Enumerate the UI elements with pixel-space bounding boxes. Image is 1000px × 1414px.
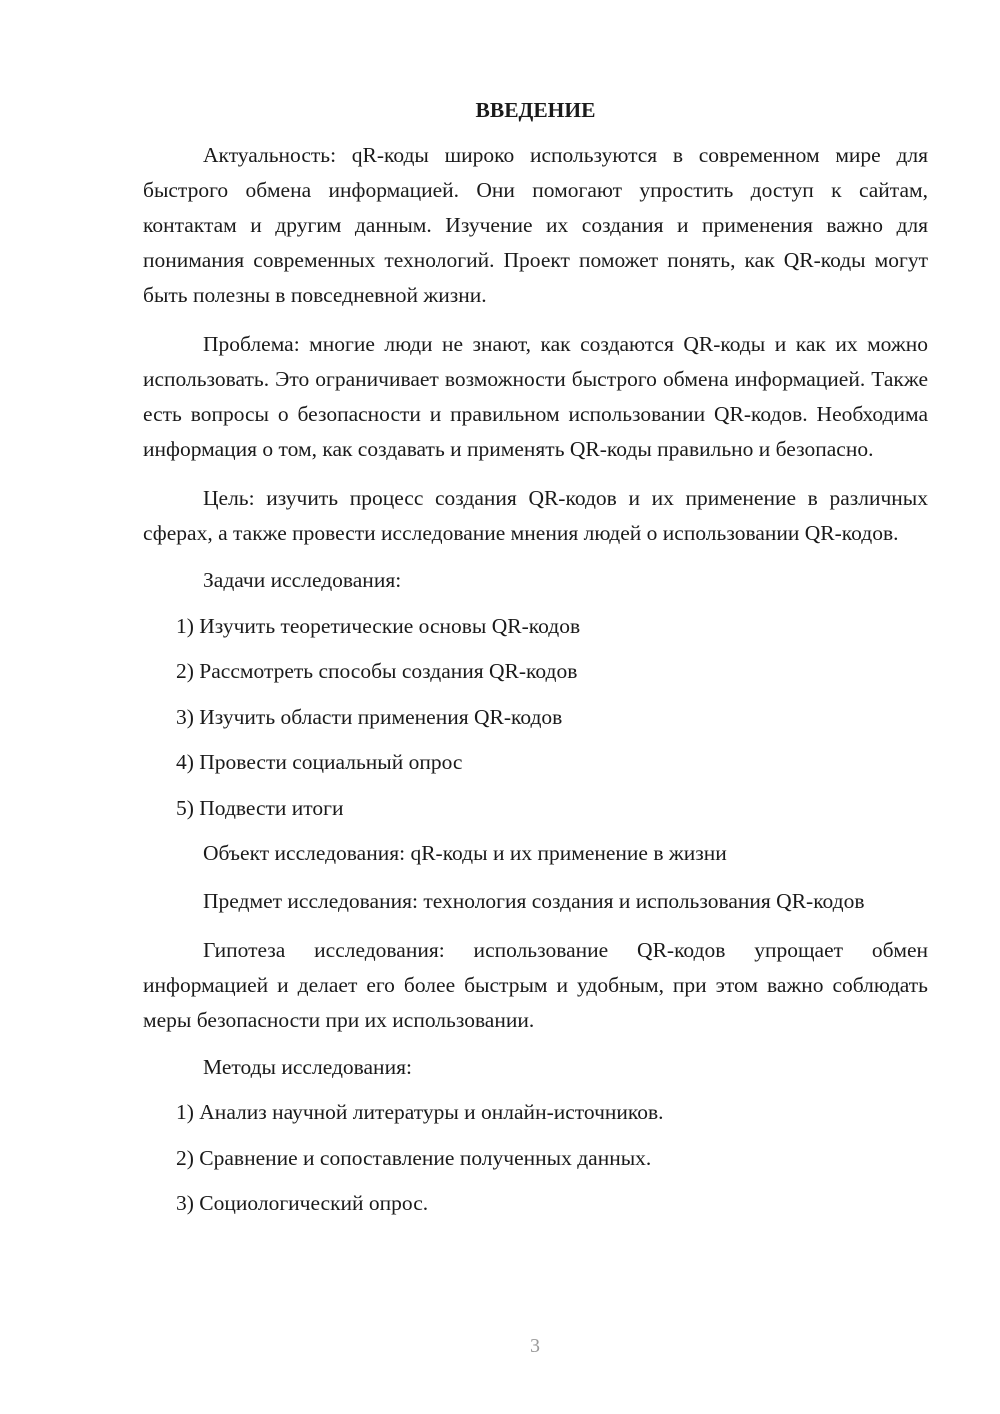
goal-paragraph: Цель: изучить процесс создания QR-кодов и их применение в различных сферах, а также провести исследование мнения людей о использовании QR-кодов. <box>143 486 928 545</box>
task-item: 4) Провести социальный опрос <box>176 750 463 774</box>
hypothesis-paragraph: Гипотеза исследования: использование QR-кодов упрощает обмен информацией и делает его более быстрым и удобным, при этом важно соблюдать меры безопасности при их использовании. <box>143 937 928 1032</box>
task-item: 2) Рассмотреть способы создания QR-кодов <box>176 659 578 683</box>
problem-paragraph: Проблема: многие люди не знают, как создаются QR-коды и как их можно использовать. Это ограничивает возможности быстрого обмена информацией. Также есть вопросы о безопасности и правильном использовании QR-кодов. Необходима информация о том, как создавать и применять QR-коды правильно и безопасно. <box>143 332 928 461</box>
method-item: 2) Сравнение и сопоставление полученных данных. <box>176 1145 652 1170</box>
object-line: Объект исследования: qR-коды и их применение в жизни <box>203 841 727 865</box>
method-item: 3) Социологический опрос. <box>176 1191 429 1215</box>
page-number: 3 <box>530 1335 540 1357</box>
document-page <box>143 95 928 1234</box>
section-title: ВВЕДЕНИЕ <box>475 98 596 122</box>
methods-list <box>143 1097 928 1218</box>
task-item: 1) Изучить теоретические основы QR-кодов <box>176 613 581 638</box>
relevance-paragraph: Актуальность: qR-коды широко используются в современном мире для быстрого обмена информацией. Они помогают упростить доступ к сайтам, контактам и другим данным. Изучение их создания и применения важно для понимания современных технологий. Проект поможет понять, как QR-коды могут быть полезны в повседневной жизни. <box>143 143 928 307</box>
task-item: 5) Подвести итоги <box>176 795 344 820</box>
method-item: 1) Анализ научной литературы и онлайн-источников. <box>176 1100 664 1124</box>
tasks-heading: Задачи исследования: <box>203 568 402 592</box>
methods-heading: Методы исследования: <box>203 1054 412 1079</box>
subject-paragraph: Предмет исследования: технология создания и использования QR-кодов <box>203 888 865 913</box>
task-item: 3) Изучить области применения QR-кодов <box>176 704 563 729</box>
tasks-list <box>143 611 928 823</box>
